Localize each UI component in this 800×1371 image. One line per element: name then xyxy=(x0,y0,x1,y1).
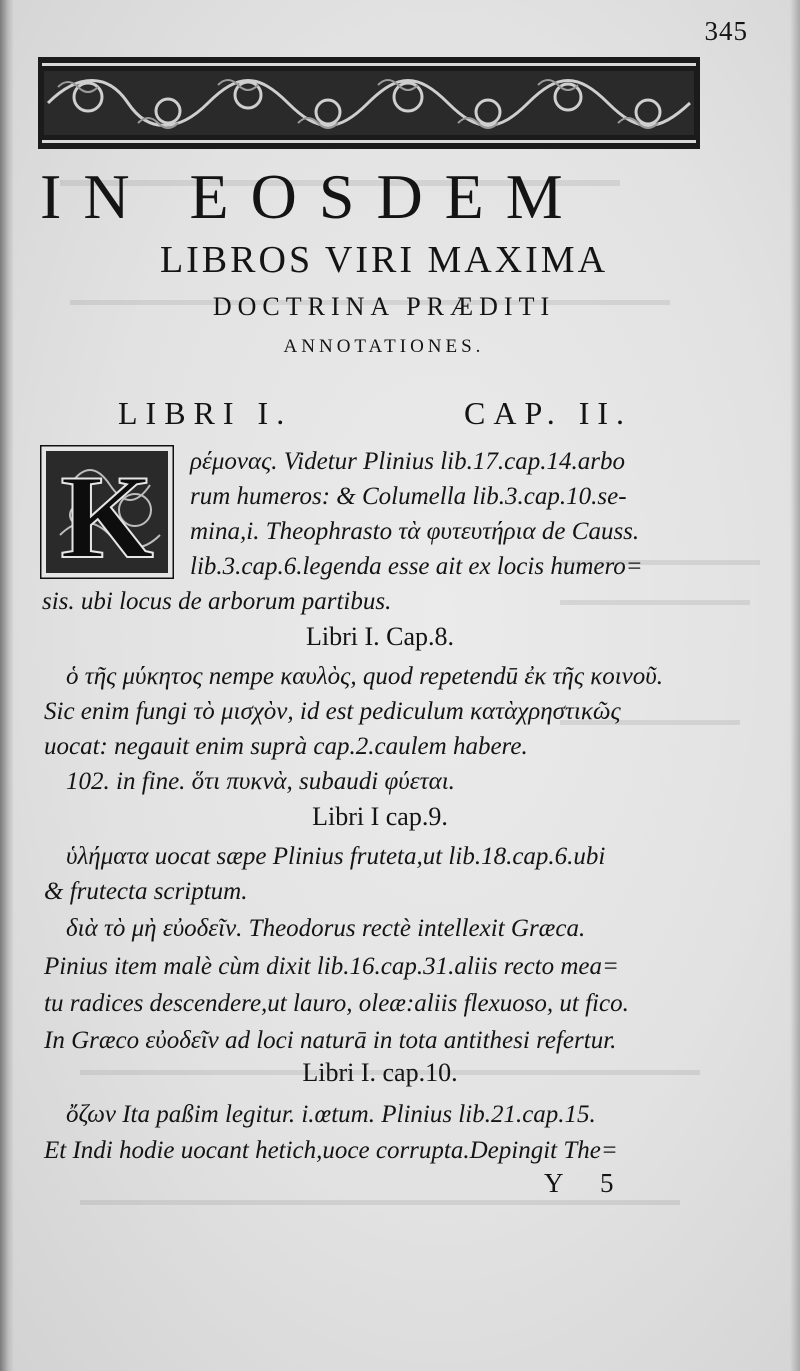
decorated-initial-k xyxy=(40,445,174,579)
drop-cap-letter: K xyxy=(60,450,154,579)
text-line: Et Indi hodie uocant hetich,uoce corrupta.Depingit The= xyxy=(44,1137,618,1164)
text-line: ὁ τῆς μύκητος nempe καυλὸς, quod repetendū ἐκ τῆς κοινοῦ. xyxy=(66,663,663,690)
subheading-libri-1-cap-10: Libri I. cap.10. xyxy=(302,1058,458,1087)
text-line: ὄζων Ita paßim legitur. i.œtum. Plinius lib.21.cap.15. xyxy=(66,1101,596,1128)
text-line: sis. ubi locus de arborum partibus. xyxy=(42,588,392,615)
text-line: Sic enim fungi τὸ μισχὸν, id est pediculum κατὰχρηστικῶς xyxy=(44,698,621,725)
subheading-libri-1-cap-8: Libri I. Cap.8. xyxy=(305,622,455,651)
text-line: ὑλήματα uocat sæpe Plinius fruteta,ut lib.18.cap.6.ubi xyxy=(66,843,606,870)
page-number: 345 xyxy=(704,16,748,46)
text-line: uocat: negauit enim suprà cap.2.caulem habere. xyxy=(44,733,528,760)
title-line-1: IN EOSDEM xyxy=(40,161,585,232)
text-line: Pinius item malè cùm dixit lib.16.cap.31.aliis recto mea= xyxy=(44,953,619,980)
title-line-4: ANNOTATIONES. xyxy=(283,336,485,357)
text-line: ρέμονας. Videtur Plinius lib.17.cap.14.arbo xyxy=(190,448,625,475)
title-line-2: LIBROS VIRI MAXIMA xyxy=(159,239,609,281)
woodcut-headpiece-ornament xyxy=(38,57,700,149)
signature-mark-number: 5 xyxy=(600,1168,614,1198)
text-line: διὰ τὸ μὴ εὐοδεῖν. Theodorus rectè intellexit Græca. xyxy=(66,915,586,942)
subheading-libri-1-cap-9: Libri I cap.9. xyxy=(312,802,448,831)
text-line: In Græco εὐοδεῖν ad loci naturā in tota antithesi refertur. xyxy=(44,1027,617,1054)
signature-mark-letter: Y xyxy=(544,1168,564,1198)
text-line: tu radices descendere,ut lauro, oleæ:aliis flexuoso, ut fico. xyxy=(44,990,629,1017)
section-heading-chapter: CAP. II. xyxy=(464,395,633,431)
text-line: 102. in fine. ὅτι πυκνὰ, subaudi φύεται. xyxy=(66,768,455,795)
section-heading-book: LIBRI I. xyxy=(118,395,293,431)
title-line-3: DOCTRINA PRÆDITI xyxy=(212,292,556,321)
text-line: lib.3.cap.6.legenda esse ait ex locis humero= xyxy=(190,553,643,580)
text-line: & frutecta scriptum. xyxy=(44,878,248,905)
text-line: mina,i. Theophrasto τὰ φυτευτήρια de Causs. xyxy=(190,518,640,545)
text-line: rum humeros: & Columella lib.3.cap.10.se- xyxy=(190,483,627,510)
